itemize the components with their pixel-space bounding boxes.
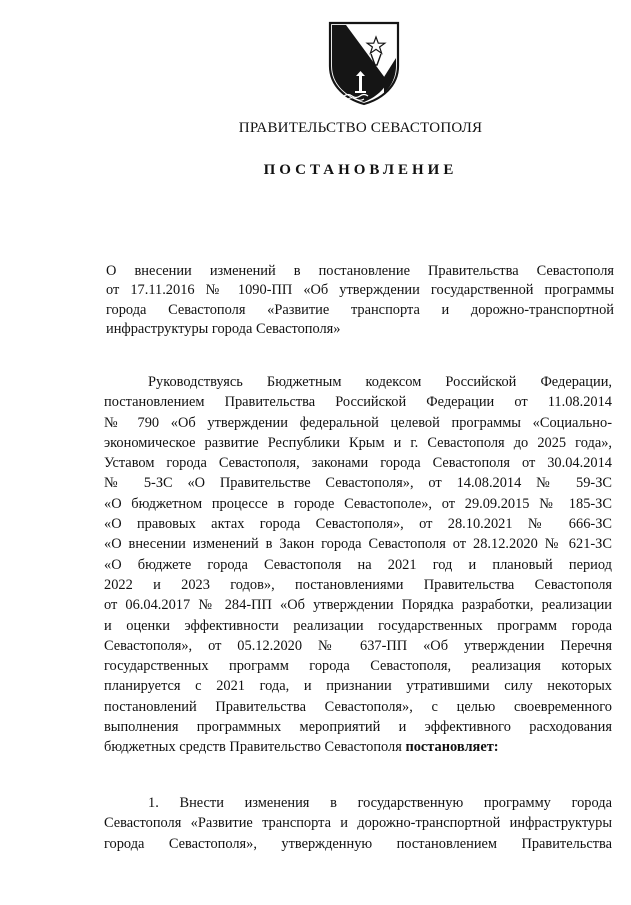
preamble-line: Руководствуясь Бюджетным кодексом Российской Федерации, [148,374,612,390]
subject-line: от 17.11.2016 № 1090-ПП «Об утверждении государственной программы [106,282,614,299]
preamble-line: планируется с 2021 года, и признании утратившими силу некоторых [104,678,612,695]
resolution-subject [106,262,614,339]
decree-word: постановляет [405,739,494,756]
government-title: ПРАВИТЕЛЬСТВО СЕВАСТОПОЛЯ [238,120,483,136]
preamble-line: «О бюджете города Севастополя на 2021 год и плановый период [104,556,612,573]
preamble-line: выполнения программных мероприятий и эффективного расходования [104,719,612,736]
preamble-line: № 790 «Об утверждении федеральной целевой программы «Социально- [104,414,612,431]
preamble-line: бюджетных средств Правительство Севастополя [104,739,402,756]
preamble-line: постановлений Правительства Севастополя», с целью своевременного [104,698,612,715]
preamble-line: Севастополя», от 05.12.2020 № 637-ПП «Об утверждении Перечня [104,637,612,654]
preamble-line: № 5-ЗС «О Правительстве Севастополя», от 14.08.2014 № 59-ЗС [104,475,612,492]
preamble-final-line [104,737,612,757]
item-line: 1. Внести изменения в государственную программу города [148,795,612,811]
preamble-line: «О бюджетном процессе в городе Севастополе», от 29.09.2015 № 185-ЗС [104,495,612,512]
preamble-line: «О правовых актах города Севастополя», от 28.10.2021 № 666-ЗС [104,516,612,533]
sevastopol-coat-of-arms-icon [326,20,402,106]
subject-line: инфраструктуры города Севастополя» [106,320,341,337]
preamble-paragraph [104,372,612,758]
subject-line: О внесении изменений в постановление Правительства Севастополя [106,263,614,279]
item-line: Севастополя «Развитие транспорта и дорожно-транспортной инфраструктуры [104,815,612,832]
preamble-line: от 06.04.2017 № 284-ПП «Об утверждении Порядка разработки, реализации [104,597,612,614]
item-line: города Севастополя», утвержденную постановлением Правительства [104,835,612,852]
decree-colon: : [493,739,499,756]
preamble-line: государственных программ города Севастополя, реализация которых [104,658,612,675]
resolution-item-1 [104,793,612,854]
subject-line: города Севастополя «Развитие транспорта и дорожно-транспортной [106,301,614,318]
preamble-line: экономическое развитие Республики Крым и г. Севастополя до 2025 года», [104,434,612,451]
preamble-line: постановлением Правительства Российской Федерации от 11.08.2014 [104,394,612,411]
document-type-heading: ПОСТАНОВЛЕНИЕ [263,162,458,178]
preamble-line: «О внесении изменений в Закон города Севастополя от 28.12.2020 № 621-ЗС [104,536,612,553]
preamble-line: и оценки эффективности реализации государственных программ города [104,617,612,634]
preamble-line: 2022 и 2023 годов», постановлениями Правительства Севастополя [104,576,612,593]
preamble-line: Уставом города Севастополя, законами города Севастополя от 30.04.2014 [104,455,612,472]
